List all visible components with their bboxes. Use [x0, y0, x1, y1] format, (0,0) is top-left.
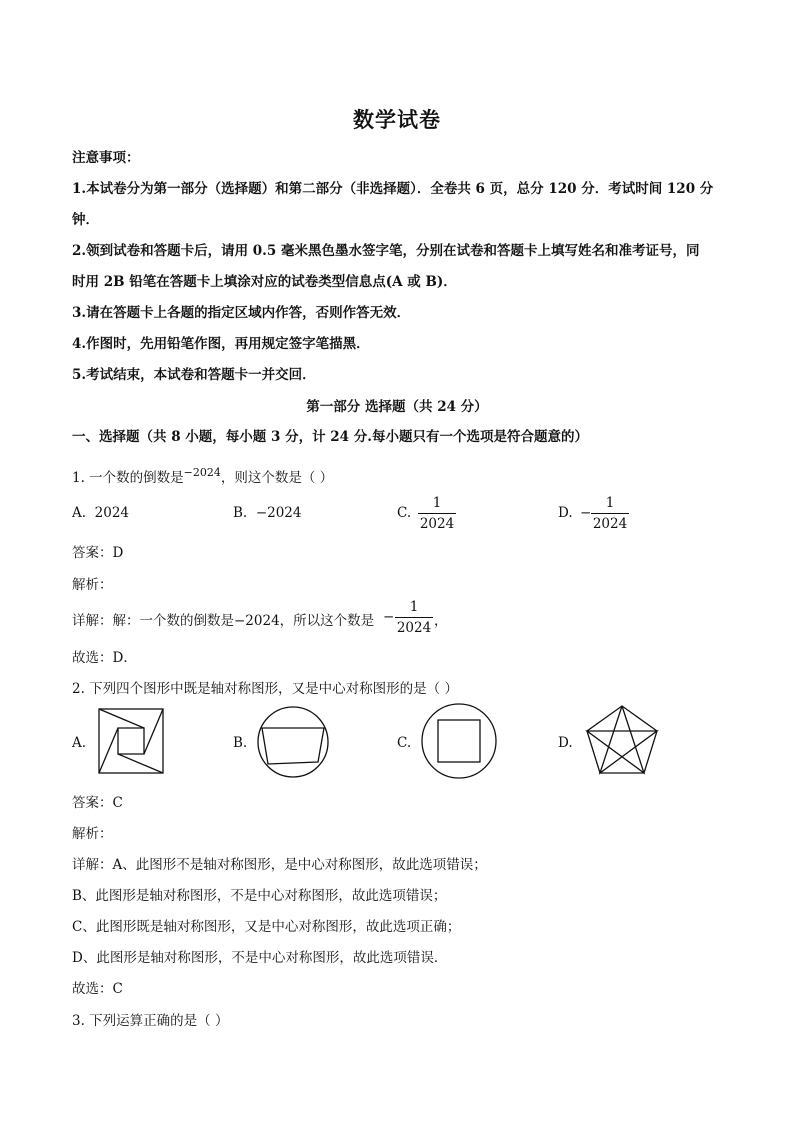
q1-option-d-denominator: 2024	[592, 516, 628, 532]
q1-option-d-label: D.	[558, 505, 573, 521]
q1-option-c-denominator: 2024	[419, 516, 455, 532]
q1-stem	[72, 466, 333, 486]
q1-answer: 答案：D	[72, 545, 124, 561]
circle-square-figure	[419, 701, 499, 781]
q1-option-b	[233, 505, 301, 521]
notice-heading: 注意事项：	[72, 150, 140, 166]
q1-option-a-label: A.	[72, 505, 87, 521]
q2-choose: 故选：C	[72, 981, 123, 997]
circle-trapezoid-figure	[255, 704, 331, 780]
section-1-heading: 一、选择题（共 8 小题，每小题 3 分，计 24 分.每小题只有一个选项是符合题意的）	[72, 429, 588, 445]
notice-item-2-line-1: 2.领到试卷和答题卡后，请用 0.5 毫米黑色墨水签字笔，分别在试卷和答题卡上填写姓名和准考证号，同	[72, 243, 700, 259]
notice-item-3: 3.请在答题卡上各题的指定区域内作答，否则作答无效．	[72, 305, 411, 321]
q2-detail-2: B、此图形是轴对称图形，不是中心对称图形，故此选项错误；	[72, 888, 447, 904]
q1-detail-numerator: 1	[409, 599, 419, 615]
fraction-bar	[418, 513, 456, 514]
q1-option-c-numerator: 1	[432, 495, 442, 511]
q1-option-a	[72, 505, 129, 521]
q2-option-b-label: B.	[233, 735, 248, 751]
q1-detail-pre: 详解：解：一个数的倒数是−2024，所以这个数是	[72, 613, 375, 629]
q1-detail-fraction	[395, 598, 433, 637]
pinwheel-square-figure	[96, 706, 166, 778]
pentagram-figure	[584, 703, 660, 777]
q1-option-d-fraction	[591, 494, 629, 533]
notice-item-4: 4.作图时，先用铅笔作图，再用规定签字笔描黑．	[72, 336, 370, 352]
part-1-heading: 第一部分 选择题（共 24 分）	[306, 399, 488, 415]
q1-option-d-sign: −	[580, 505, 592, 521]
q1-option-c-label: C.	[397, 505, 412, 521]
notice-item-1-line-2: 钟．	[72, 212, 99, 228]
q1-stem-post: ，则这个数是（ ）	[220, 470, 334, 486]
q1-option-b-label: B.	[233, 505, 248, 521]
notice-item-1-line-1: 1.本试卷分为第一部分（选择题）和第二部分（非选择题）．全卷共 6 页，总分 120 分．考试时间 120 分	[72, 181, 714, 197]
fraction-bar	[591, 513, 629, 514]
q1-detail-denominator: 2024	[396, 620, 432, 636]
q2-detail-4: D、此图形是轴对称图形，不是中心对称图形，故此选项错误．	[72, 950, 448, 966]
q1-choose: 故选：D．	[72, 650, 137, 666]
q2-option-d-label: D.	[558, 735, 573, 751]
q3-stem: 3. 下列运算正确的是（ ）	[72, 1013, 229, 1029]
q1-option-b-value: −2024	[255, 505, 302, 521]
q2-answer: 答案：C	[72, 795, 123, 811]
notice-item-2-line-2: 时用 2B 铅笔在答题卡上填涂对应的试卷类型信息点(A 或 B)．	[72, 274, 457, 290]
q1-analysis-label: 解析：	[72, 577, 113, 593]
q2-option-a-label: A.	[72, 735, 87, 751]
q1-stem-value: −2024	[183, 466, 221, 479]
q1-option-c-fraction	[418, 494, 456, 533]
q2-detail-3: C、此图形既是轴对称图形，又是中心对称图形，故此选项正确；	[72, 919, 461, 935]
q2-stem: 2. 下列四个图形中既是轴对称图形，又是中心对称图形的是（ ）	[72, 681, 458, 697]
q1-option-a-value: 2024	[94, 505, 129, 521]
page-title: 数学试卷	[353, 107, 441, 132]
q1-option-d-numerator: 1	[605, 495, 615, 511]
q1-stem-pre: 1. 一个数的倒数是	[72, 470, 184, 486]
q2-analysis-label: 解析：	[72, 826, 113, 842]
fraction-bar	[395, 617, 433, 618]
q2-detail-1: 详解：A、此图形不是轴对称图形，是中心对称图形，故此选项错误；	[72, 857, 487, 873]
q2-option-c-label: C.	[397, 735, 412, 751]
q1-detail-sign: −	[383, 609, 395, 625]
q1-detail-post: ，	[434, 613, 448, 629]
notice-item-5: 5.考试结束，本试卷和答题卡一并交回．	[72, 367, 316, 383]
